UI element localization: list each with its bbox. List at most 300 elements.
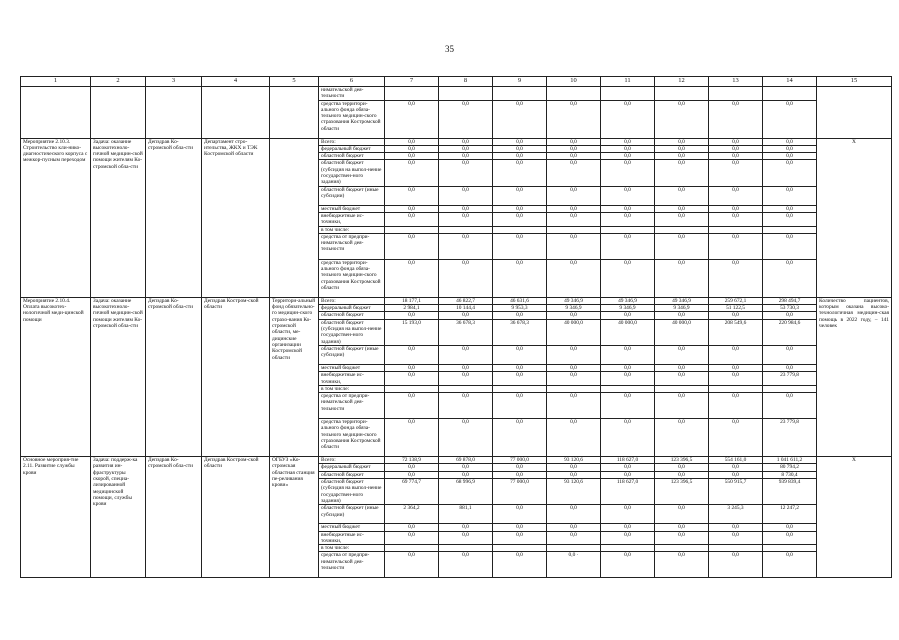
funding-source: местный бюджет xyxy=(319,524,385,531)
value-cell: 0,0 xyxy=(493,145,547,152)
value-cell: 0,0 xyxy=(493,205,547,212)
continuation-cell-3 xyxy=(146,87,202,139)
value-cell: 0,0 xyxy=(547,464,601,471)
page-number: 35 xyxy=(445,44,454,54)
funding-source: средства от предпри-нимательской дея-тельности xyxy=(319,233,385,259)
value-cell: 0,0 xyxy=(601,233,655,259)
funding-source: областной бюджет (иные субсидии) xyxy=(319,505,385,524)
funding-source: Всего: xyxy=(319,297,385,304)
value-cell: 0,0 xyxy=(709,364,763,371)
value-cell: 0,0 xyxy=(601,345,655,364)
value-cell: 0,0 xyxy=(655,186,709,205)
value-cell: 0,0 xyxy=(385,100,439,138)
value-cell: 0,0 xyxy=(385,419,439,457)
expected-result: Х xyxy=(817,138,892,297)
value-cell: 298 494,7 xyxy=(763,297,817,304)
funding-source: Всего: xyxy=(319,138,385,145)
value-cell xyxy=(709,385,763,392)
column-header-8: 8 xyxy=(439,77,493,87)
funding-source: областной бюджет xyxy=(319,153,385,160)
funding-source: средства от предпри-нимательской дея-тельности xyxy=(319,552,385,578)
value-cell: 36 678,3 xyxy=(439,319,493,345)
value-cell: 0,0 xyxy=(439,160,493,186)
funding-source: внебюджетные ис-точники, xyxy=(319,212,385,226)
value-cell: 93 120,6 xyxy=(547,479,601,505)
value-cell: 0,0 xyxy=(601,471,655,478)
column-header-1: 1 xyxy=(21,77,91,87)
value-cell: 0,0 xyxy=(385,364,439,371)
value-cell: 0,0 xyxy=(763,259,817,297)
value-cell: 0,0 xyxy=(601,138,655,145)
value-cell xyxy=(547,385,601,392)
value-cell: 8 730,4 xyxy=(763,471,817,478)
task-description: Задача: поддерж-ка развития ин-фраструктуры скорой, специа-лизированной медицинской помощи, службы крови xyxy=(91,457,146,578)
value-cell: 0,0 xyxy=(709,372,763,386)
value-cell: 0,0 xyxy=(709,233,763,259)
value-cell: 0,0 xyxy=(385,552,439,578)
value-cell: 0,0 xyxy=(439,138,493,145)
value-cell: 0,0 xyxy=(547,524,601,531)
activity-name: Мероприятие 2.10.4. Оплата высокотех-нологичной меди-цинской помощи xyxy=(21,297,91,456)
value-cell xyxy=(763,545,817,552)
value-cell: 53 730,3 xyxy=(763,305,817,312)
funding-source: в том числе: xyxy=(319,385,385,392)
column-header-12: 12 xyxy=(655,77,709,87)
value-cell: 77 000,0 xyxy=(493,457,547,464)
column-header-3: 3 xyxy=(146,77,202,87)
value-cell xyxy=(493,545,547,552)
funding-source: внебюджетные ис-точники, xyxy=(319,531,385,545)
value-cell: 0,0 xyxy=(601,259,655,297)
value-cell: 0,0 xyxy=(439,205,493,212)
value-cell xyxy=(493,87,547,101)
value-cell: 0,0 xyxy=(655,552,709,578)
value-cell xyxy=(655,385,709,392)
value-cell: 68 996,9 xyxy=(439,479,493,505)
value-cell: 0,0 xyxy=(763,160,817,186)
value-cell: 0,0 xyxy=(385,233,439,259)
value-cell xyxy=(493,226,547,233)
value-cell: 0,0 xyxy=(655,393,709,419)
value-cell: 0,0 xyxy=(601,160,655,186)
value-cell: 0,0 xyxy=(655,205,709,212)
funding-source: федеральный бюджет xyxy=(319,464,385,471)
task-description: Задача: оказание высокотехноло-гичной медицин-ской помощи жителям Ко-стромской обла-сти xyxy=(91,297,146,456)
value-cell: 40 000,0 xyxy=(655,319,709,345)
value-cell: 881,1 xyxy=(439,505,493,524)
funding-source: федеральный бюджет xyxy=(319,145,385,152)
value-cell: 0,0 xyxy=(655,419,709,457)
value-cell: 0,0 xyxy=(493,233,547,259)
column-header-5: 5 xyxy=(270,77,319,87)
value-cell: 9 346,9 xyxy=(601,305,655,312)
column-header-6: 6 xyxy=(319,77,385,87)
value-cell: 0,0 xyxy=(439,393,493,419)
value-cell: 0,0 xyxy=(439,524,493,531)
funding-source: областной бюджет (субсидия на выпол-нение государствен-ного задания) xyxy=(319,479,385,505)
value-cell: 0,0 xyxy=(655,145,709,152)
value-cell xyxy=(709,87,763,101)
value-cell: 0,0 xyxy=(547,393,601,419)
value-cell: 15 193,0 xyxy=(385,319,439,345)
value-cell: 0,0 xyxy=(655,531,709,545)
value-cell: 0,0 xyxy=(547,419,601,457)
value-cell xyxy=(763,87,817,101)
value-cell: 0,0 xyxy=(709,205,763,212)
value-cell: 49 346,9 xyxy=(601,297,655,304)
value-cell: 0,0 xyxy=(601,100,655,138)
value-cell: 0,0 xyxy=(763,233,817,259)
funding-source: местный бюджет xyxy=(319,364,385,371)
value-cell: 2 364,2 xyxy=(385,505,439,524)
value-cell xyxy=(439,226,493,233)
funding-source: федеральный бюджет xyxy=(319,305,385,312)
value-cell xyxy=(763,226,817,233)
value-cell: 0,0 xyxy=(709,552,763,578)
value-cell: 12 247,2 xyxy=(763,505,817,524)
value-cell: 0,0 xyxy=(601,186,655,205)
value-cell: 0,0 xyxy=(439,145,493,152)
value-cell: 220 984,6 xyxy=(763,319,817,345)
value-cell: 0,0 xyxy=(709,312,763,319)
funding-source: Всего: xyxy=(319,457,385,464)
value-cell: 0,0 xyxy=(547,100,601,138)
value-cell: 0,0 xyxy=(493,259,547,297)
value-cell xyxy=(385,385,439,392)
value-cell: 18 177,1 xyxy=(385,297,439,304)
value-cell: 208 549,6 xyxy=(709,319,763,345)
value-cell: 0,0 xyxy=(547,259,601,297)
table-row xyxy=(21,87,892,101)
value-cell: 0,0 · xyxy=(547,552,601,578)
activity-name: Мероприятие 2.10.3. Строительство кли-нико-диагностического корпуса с межкор-пусным переходом xyxy=(21,138,91,297)
value-cell: 0,0 xyxy=(385,312,439,319)
value-cell xyxy=(493,385,547,392)
value-cell: 0,0 xyxy=(601,531,655,545)
value-cell xyxy=(385,87,439,101)
value-cell: 123 396,5 xyxy=(655,479,709,505)
value-cell: 0,0 xyxy=(763,145,817,152)
value-cell: 0,0 xyxy=(439,552,493,578)
value-cell: 0,0 xyxy=(439,186,493,205)
value-cell: 554 161,0 xyxy=(709,457,763,464)
value-cell: 0,0 xyxy=(763,531,817,545)
value-cell: 0,0 xyxy=(655,160,709,186)
value-cell xyxy=(547,226,601,233)
value-cell: 0,0 xyxy=(763,100,817,138)
value-cell: 0,0 xyxy=(439,233,493,259)
column-header-10: 10 xyxy=(547,77,601,87)
value-cell: 0,0 xyxy=(493,505,547,524)
funding-source: средства территори-ального фонда обяза-тельного медицин-ского страхования Костромской области xyxy=(319,259,385,297)
value-cell: 0,0 xyxy=(601,212,655,226)
value-cell: 0,0 xyxy=(385,471,439,478)
value-cell: 0,0 xyxy=(493,345,547,364)
value-cell xyxy=(547,545,601,552)
value-cell: 77 000,0 xyxy=(493,479,547,505)
value-cell: 0,0 xyxy=(439,345,493,364)
value-cell: 0,0 xyxy=(493,160,547,186)
value-cell: 46 631,6 xyxy=(493,297,547,304)
value-cell: 0,0 xyxy=(547,145,601,152)
value-cell: 0,0 xyxy=(655,345,709,364)
co-executor: Депздрав Костром-ской области xyxy=(202,297,270,456)
value-cell xyxy=(601,87,655,101)
value-cell: 550 915,7 xyxy=(709,479,763,505)
value-cell: 1 041 611,2 xyxy=(763,457,817,464)
value-cell: 0,0 xyxy=(709,186,763,205)
value-cell: 0,0 xyxy=(763,212,817,226)
funding-source: областной бюджет (иные субсидии) xyxy=(319,186,385,205)
value-cell xyxy=(439,87,493,101)
value-cell: 0,0 xyxy=(709,145,763,152)
value-cell: 36 678,3 xyxy=(493,319,547,345)
responsible-executor: Депздрав Ко-стромской обла-сти xyxy=(146,138,202,297)
value-cell: 0,0 xyxy=(655,138,709,145)
responsible-executor: Депздрав Ко-стромской обла-сти xyxy=(146,457,202,578)
value-cell: 0,0 xyxy=(493,471,547,478)
value-cell: 0,0 xyxy=(709,138,763,145)
value-cell: 0,0 xyxy=(493,393,547,419)
value-cell: 10 144,4 xyxy=(439,305,493,312)
value-cell: 0,0 xyxy=(601,205,655,212)
value-cell: 0,0 xyxy=(655,259,709,297)
value-cell xyxy=(385,545,439,552)
value-cell: 259 672,1 xyxy=(709,297,763,304)
column-header-2: 2 xyxy=(91,77,146,87)
value-cell: 0,0 xyxy=(439,471,493,478)
value-cell: 0,0 xyxy=(601,364,655,371)
funding-source: в том числе: xyxy=(319,545,385,552)
funding-source: средства от предпри-нимательской дея-тельности xyxy=(319,393,385,419)
value-cell: 0,0 xyxy=(763,138,817,145)
value-cell: 0,0 xyxy=(601,552,655,578)
value-cell: 939 839,4 xyxy=(763,479,817,505)
column-header-15: 15 xyxy=(817,77,892,87)
value-cell: 49 346,9 xyxy=(655,297,709,304)
funding-source: местный бюджет xyxy=(319,205,385,212)
value-cell: 0,0 xyxy=(493,138,547,145)
value-cell: 0,0 xyxy=(439,372,493,386)
participant: Территори-альный фонд обязательно-го медицин-ского страхо-вания Ко-стромской области, ме-дицинские организации Костромской области xyxy=(270,297,319,456)
value-cell: 0,0 xyxy=(709,345,763,364)
value-cell: 69 878,0 xyxy=(439,457,493,464)
value-cell: 0,0 xyxy=(439,212,493,226)
responsible-executor: Депздрав Ко-стромской обла-сти xyxy=(146,297,202,456)
value-cell: 0,0 xyxy=(439,153,493,160)
value-cell: 0,0 xyxy=(547,153,601,160)
value-cell: 0,0 xyxy=(385,524,439,531)
value-cell: 0,0 xyxy=(709,471,763,478)
value-cell: 0,0 xyxy=(763,153,817,160)
value-cell: 0,0 xyxy=(601,153,655,160)
value-cell: 0,0 xyxy=(385,372,439,386)
value-cell: 0,0 xyxy=(385,259,439,297)
value-cell: 0,0 xyxy=(547,233,601,259)
value-cell: 0,0 xyxy=(385,205,439,212)
value-cell: 0,0 xyxy=(655,524,709,531)
value-cell: 0,0 xyxy=(655,100,709,138)
table-row xyxy=(21,297,892,304)
value-cell: 0,0 xyxy=(547,505,601,524)
value-cell: 0,0 xyxy=(709,419,763,457)
value-cell xyxy=(655,545,709,552)
value-cell xyxy=(655,87,709,101)
value-cell: 2 984,1 xyxy=(385,305,439,312)
funding-source: внебюджетные ис-точники, xyxy=(319,372,385,386)
value-cell: 49 346,9 xyxy=(547,297,601,304)
value-cell: 0,0 xyxy=(655,233,709,259)
value-cell: 0,0 xyxy=(763,205,817,212)
value-cell: 0,0 xyxy=(385,186,439,205)
value-cell: 0,0 xyxy=(763,524,817,531)
value-cell: 118 627,0 xyxy=(601,457,655,464)
value-cell: 40 000,0 xyxy=(547,319,601,345)
value-cell: 0,0 xyxy=(709,259,763,297)
funding-source: средства территори-ального фонда обяза-тельного медицин-ского страхования Костромской области xyxy=(319,419,385,457)
value-cell: 0,0 xyxy=(493,100,547,138)
value-cell xyxy=(655,226,709,233)
column-header-row xyxy=(21,77,892,87)
value-cell: 9 346,9 xyxy=(547,305,601,312)
value-cell: 118 627,0 xyxy=(601,479,655,505)
value-cell: 0,0 xyxy=(547,186,601,205)
participant: ОГБУЗ «Ко-стромская областная станция пе-реливания крови» xyxy=(270,457,319,578)
value-cell: 0,0 xyxy=(763,345,817,364)
value-cell: 0,0 xyxy=(709,160,763,186)
value-cell: 80 794,2 xyxy=(763,464,817,471)
value-cell: 0,0 xyxy=(709,531,763,545)
value-cell: 0,0 xyxy=(547,160,601,186)
value-cell: 0,0 xyxy=(763,364,817,371)
value-cell: 0,0 xyxy=(385,212,439,226)
value-cell: 0,0 xyxy=(601,505,655,524)
value-cell: 0,0 xyxy=(439,531,493,545)
value-cell xyxy=(385,226,439,233)
value-cell: 0,0 xyxy=(547,531,601,545)
value-cell: 0,0 xyxy=(763,312,817,319)
value-cell: 0,0 xyxy=(493,186,547,205)
funding-source: нимательской дея-тельности xyxy=(319,87,385,101)
value-cell: 0,0 xyxy=(655,471,709,478)
value-cell: 0,0 xyxy=(385,531,439,545)
co-executor: Департамент стро-ительства, ЖКХ и ТЭК Костромской области xyxy=(202,138,270,297)
value-cell: 51 122,5 xyxy=(709,305,763,312)
value-cell: 69 774,7 xyxy=(385,479,439,505)
value-cell: 0,0 xyxy=(493,419,547,457)
column-header-11: 11 xyxy=(601,77,655,87)
value-cell: 0,0 xyxy=(547,212,601,226)
value-cell: 0,0 xyxy=(655,312,709,319)
participant xyxy=(270,138,319,297)
co-executor: Депздрав Костром-ской области xyxy=(202,457,270,578)
value-cell: 0,0 xyxy=(709,524,763,531)
continuation-cell-15 xyxy=(817,87,892,139)
value-cell: 0,0 xyxy=(385,138,439,145)
value-cell xyxy=(601,545,655,552)
value-cell: 0,0 xyxy=(493,372,547,386)
value-cell: 0,0 xyxy=(547,471,601,478)
value-cell: 0,0 xyxy=(601,524,655,531)
value-cell: 0,0 xyxy=(655,464,709,471)
expected-result: Количество пациентов, которым оказана высоко-технологичная медицин-ская помощь в 2022 году, – 141 человек xyxy=(817,297,892,456)
value-cell: 0,0 xyxy=(439,364,493,371)
table-row xyxy=(21,457,892,464)
value-cell: 23 779,8 xyxy=(763,419,817,457)
budget-table xyxy=(20,76,892,578)
funding-source: областной бюджет (субсидия на выпол-нение государствен-ного задания) xyxy=(319,319,385,345)
value-cell: 93 120,6 xyxy=(547,457,601,464)
value-cell xyxy=(439,545,493,552)
value-cell xyxy=(601,385,655,392)
expected-result: Х xyxy=(817,457,892,578)
value-cell xyxy=(601,226,655,233)
funding-source: областной бюджет xyxy=(319,471,385,478)
value-cell: 0,0 xyxy=(709,212,763,226)
value-cell: 0,0 xyxy=(439,259,493,297)
value-cell: 40 000,0 xyxy=(601,319,655,345)
value-cell: 0,0 xyxy=(601,145,655,152)
value-cell: 46 822,7 xyxy=(439,297,493,304)
value-cell: 0,0 xyxy=(601,464,655,471)
value-cell: 9 346,9 xyxy=(655,305,709,312)
value-cell: 123 396,5 xyxy=(655,457,709,464)
value-cell: 0,0 xyxy=(763,186,817,205)
value-cell xyxy=(547,87,601,101)
column-header-9: 9 xyxy=(493,77,547,87)
table-row xyxy=(21,138,892,145)
column-header-7: 7 xyxy=(385,77,439,87)
value-cell: 0,0 xyxy=(493,153,547,160)
value-cell: 0,0 xyxy=(655,372,709,386)
value-cell: 0,0 xyxy=(601,393,655,419)
value-cell: 0,0 xyxy=(385,153,439,160)
value-cell: 0,0 xyxy=(493,364,547,371)
value-cell: 0,0 xyxy=(547,138,601,145)
value-cell: 0,0 xyxy=(547,312,601,319)
funding-source: областной бюджет (субсидия на выпол-нение государствен-ного задания) xyxy=(319,160,385,186)
value-cell: 0,0 xyxy=(493,552,547,578)
value-cell: 0,0 xyxy=(385,464,439,471)
value-cell: 0,0 xyxy=(493,531,547,545)
value-cell: 0,0 xyxy=(601,372,655,386)
value-cell: 0,0 xyxy=(601,419,655,457)
value-cell: 0,0 xyxy=(385,345,439,364)
value-cell: 0,0 xyxy=(709,464,763,471)
column-header-13: 13 xyxy=(709,77,763,87)
funding-source: областной бюджет xyxy=(319,312,385,319)
value-cell: 0,0 xyxy=(655,212,709,226)
funding-source: в том числе: xyxy=(319,226,385,233)
value-cell: 0,0 xyxy=(655,364,709,371)
funding-source: средства территори-ального фонда обяза-тельного медицин-ского страхования Костромской области xyxy=(319,100,385,138)
continuation-cell-2 xyxy=(91,87,146,139)
value-cell: 0,0 xyxy=(709,393,763,419)
value-cell: 0,0 xyxy=(601,312,655,319)
value-cell: 0,0 xyxy=(439,312,493,319)
value-cell: 0,0 xyxy=(547,364,601,371)
value-cell: 0,0 xyxy=(439,100,493,138)
value-cell: 9 953,3 xyxy=(493,305,547,312)
value-cell: 3 245,3 xyxy=(709,505,763,524)
value-cell: 0,0 xyxy=(655,153,709,160)
value-cell: 0,0 xyxy=(439,419,493,457)
task-description: Задача: оказание высокотехноло-гичной медицин-ской помощи жителям Ко-стромской обла-сти xyxy=(91,138,146,297)
value-cell: 0,0 xyxy=(547,205,601,212)
value-cell xyxy=(709,226,763,233)
value-cell: 0,0 xyxy=(385,393,439,419)
value-cell: 0,0 xyxy=(493,312,547,319)
